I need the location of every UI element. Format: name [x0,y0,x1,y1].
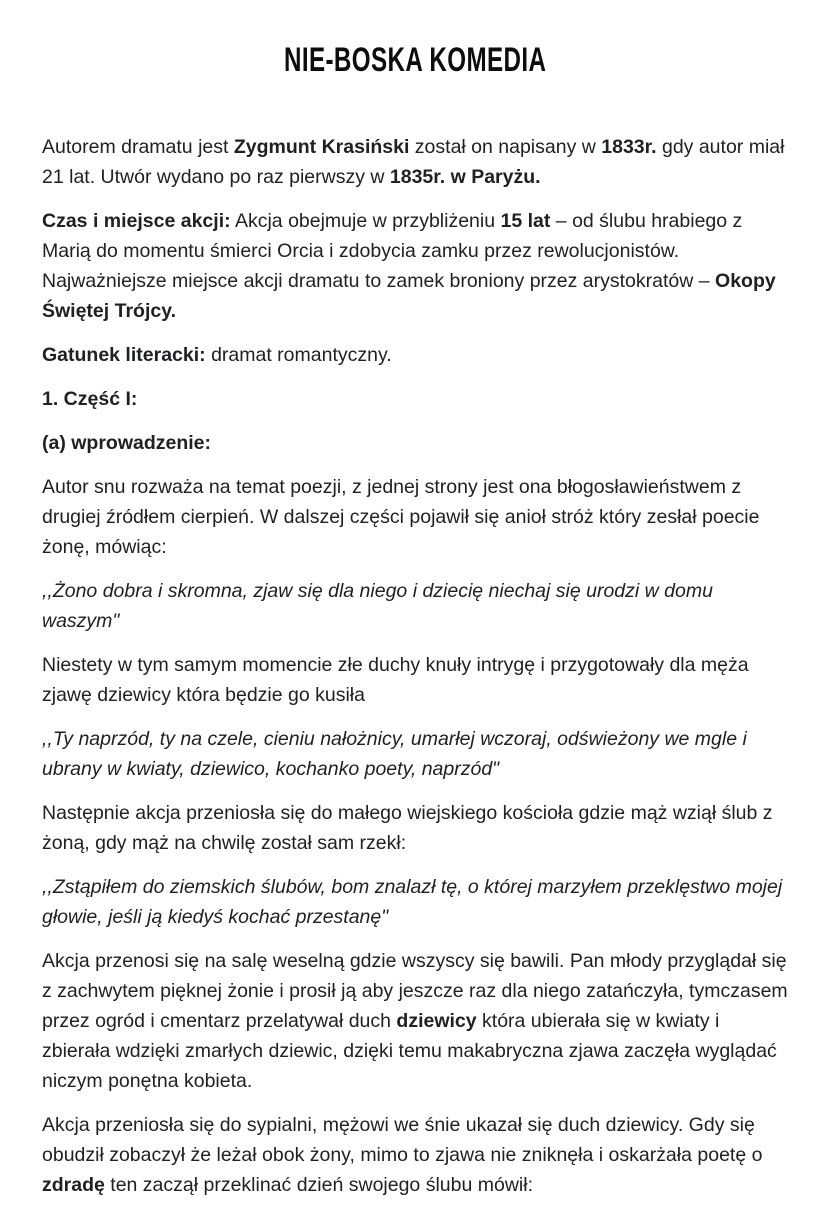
subsection-a-heading [42,428,788,458]
bedroom-paragraph [42,1110,788,1200]
time-place-paragraph [42,206,788,326]
bold-text-run: zdradę [42,1174,105,1196]
bold-text-run: Czas i miejsce akcji: [42,210,231,232]
angel-quote [42,576,788,636]
genre-paragraph [42,340,788,370]
church-paragraph [42,798,788,858]
bold-text-run: (a) wprowadzenie: [42,432,212,454]
text-run: gdy autor miał 21 lat. Utwór wydano po raz pierwszy w [42,136,785,188]
text-run: Autorem dramatu jest [42,136,234,158]
text-run: ,,Zstąpiłem do ziemskich ślubów, bom znalazł tę, o której marzyłem przeklęstwo mojej głowie, jeśli ją kiedyś kochać przestanę" [42,876,783,928]
text-run: został on napisany w [409,136,602,158]
document-title-text: NIE-BOSKA KOMEDIA [283,40,547,79]
bold-text-run: 1835r. w Paryżu. [389,166,541,188]
text-run: Następnie akcja przeniosła się do małego wiejskiego kościoła gdzie mąż wziął ślub z żoną, gdy mąż na chwilę został sam rzekł: [42,802,773,854]
author-paragraph [42,132,788,192]
text-run: Akcja przeniosła się do sypialni, mężowi we śnie ukazał się duch dziewicy. Gdy się obudził zobaczył że leżał obok żony, mimo to zjawa nie zniknęła i oskarżała poetę o [42,1114,763,1166]
dream-intro-paragraph [42,472,788,562]
bold-text-run: 15 lat [500,210,551,232]
wedding-hall-paragraph [42,946,788,1096]
text-run: ten zaczął przeklinać dzień swojego ślubu mówił: [104,1174,533,1196]
document-body [42,132,788,1200]
bold-text-run: 1833r. [601,136,657,158]
vows-quote [42,872,788,932]
part-1-heading [42,384,788,414]
text-run: która ubierała się w kwiaty i zbierała wdzięki zmarłych dziewic, dzięki temu makabryczna zjawa zaczęła wyglądać niczym ponętna kobieta. [42,1010,777,1092]
maiden-quote [42,724,788,784]
bold-text-run: dziewicy [396,1010,477,1032]
text-run: Autor snu rozważa na temat poezji, z jednej strony jest ona błogosławieństwem z drugiej źródłem cierpień. W dalszej części pojawił się anioł stróż który zesłał poecie żonę, mówiąc: [42,476,760,558]
bold-text-run: Okopy Świętej Trójcy. [42,270,776,322]
text-run: Niestety w tym samym momencie złe duchy knuły intrygę i przygotowały dla męża zjawę dziewicy która będzie go kusiła [42,654,749,706]
evil-spirits-paragraph [42,650,788,710]
document-title [42,40,788,79]
text-run: Akcja obejmuje w przybliżeniu [230,210,501,232]
bold-text-run: Zygmunt Krasiński [233,136,410,158]
text-run: – od ślubu hrabiego z Marią do momentu śmierci Orcia i zdobycia zamku przez rewolucjonistów. Najważniejsze miejsce akcji dramatu to zamek broniony przez arystokratów – [42,210,743,292]
bold-text-run: 1. Część I: [42,388,138,410]
text-run: ,,Ty naprzód, ty na czele, cieniu nałożnicy, umarłej wczoraj, odświeżony we mgle i ubrany w kwiaty, dziewico, kochanko poety, naprzód" [42,728,747,780]
text-run: dramat romantyczny. [205,344,392,366]
bold-text-run: Gatunek literacki: [42,344,206,366]
text-run: ,,Żono dobra i skromna, zjaw się dla niego i dziecię niechaj się urodzi w domu waszym" [42,580,713,632]
text-run: Akcja przenosi się na salę weselną gdzie wszyscy się bawili. Pan młody przyglądał się z zachwytem pięknej żonie i prosił ją aby jeszcze raz dla niego zatańczyła, tymczasem przez ogród i cmentarz przelatywał duch [42,950,788,1032]
